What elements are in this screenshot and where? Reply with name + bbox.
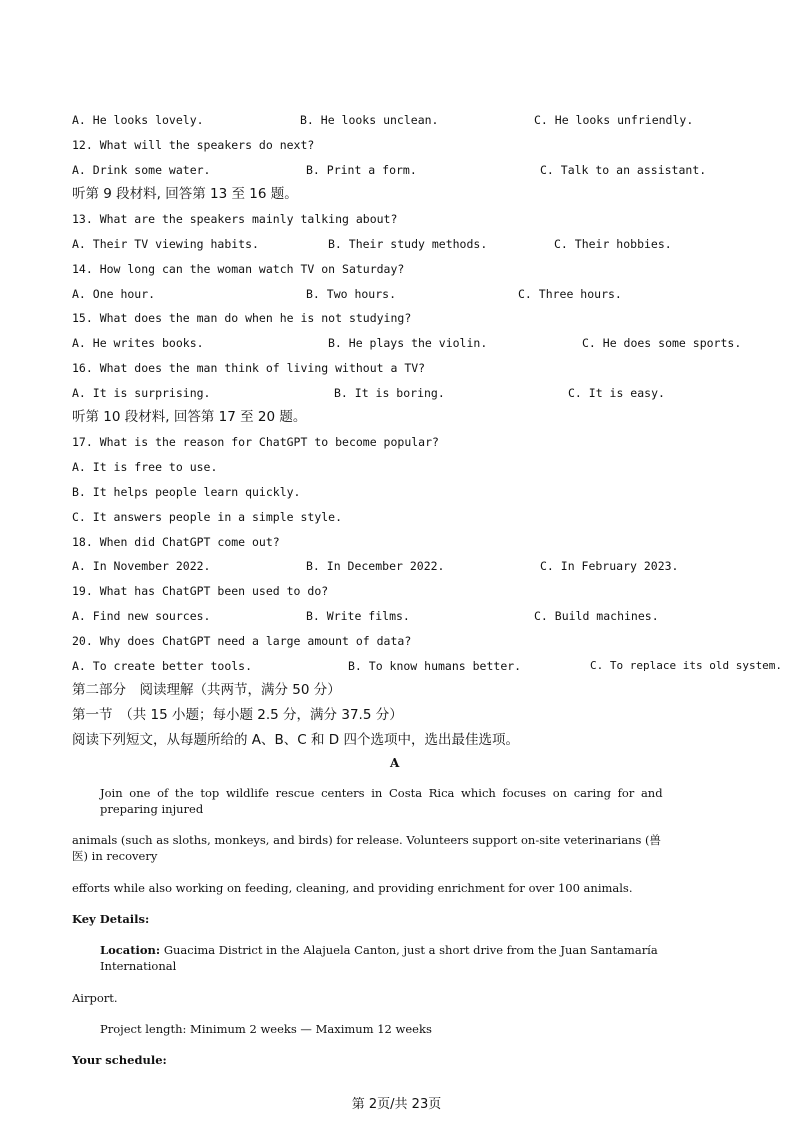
q16-option-a: A. It is surprising.	[72, 386, 211, 400]
key-details-heading: Key Details:	[72, 912, 150, 926]
part-2-title: 第二部分 阅读理解（共两节，满分 50 分）	[72, 682, 341, 698]
section-1-title: 第一节 （共 15 小题；每小题 2.5 分，满分 37.5 分）	[72, 707, 403, 723]
q15-option-c: C. He does some sports.	[582, 336, 742, 350]
q19-option-b: B. Write films.	[306, 609, 410, 623]
q16-option-c: C. It is easy.	[568, 386, 665, 400]
q11-option-b: B. He looks unclean.	[300, 113, 439, 127]
q11-option-a: A. He looks lovely.	[72, 113, 204, 127]
q17-option-c: C. It answers people in a simple style.	[72, 510, 343, 524]
q12-question: 12. What will the speakers do next?	[72, 138, 315, 152]
section-10-heading: 听第 10 段材料, 回答第 17 至 20 题。	[72, 409, 307, 425]
q20-option-b: B. To know humans better.	[348, 659, 522, 673]
q20-question: 20. Why does ChatGPT need a large amount of data?	[72, 634, 412, 648]
passage-p2-line1: animals (such as sloths, monkeys, and birds) for release. Volunteers support on-site veterinarians (兽	[72, 833, 662, 847]
passage-label: A	[390, 756, 400, 770]
location-line1	[100, 942, 658, 958]
q18-option-c: C. In February 2023.	[540, 559, 679, 573]
reading-instructions: 阅读下列短文，从每题所给的 A、B、C 和 D 四个选项中，选出最佳选项。	[72, 732, 519, 748]
q18-option-a: A. In November 2022.	[72, 559, 211, 573]
passage-p2-line2: 医) in recovery	[72, 849, 158, 863]
q19-option-a: A. Find new sources.	[72, 609, 211, 623]
section-9-heading: 听第 9 段材料, 回答第 13 至 16 题。	[72, 186, 298, 202]
q12-option-b: B. Print a form.	[306, 163, 417, 177]
q12-option-a: A. Drink some water.	[72, 163, 211, 177]
q11-option-c: C. He looks unfriendly.	[534, 113, 694, 127]
q13-option-b: B. Their study methods.	[328, 237, 488, 251]
q16-option-b: B. It is boring.	[334, 386, 445, 400]
q13-question: 13. What are the speakers mainly talking about?	[72, 212, 398, 226]
q17-option-b: B. It helps people learn quickly.	[72, 485, 301, 499]
location-label: Location:	[100, 943, 161, 957]
passage-p3: efforts while also working on feeding, cleaning, and providing enrichment for over 100 animals.	[72, 881, 633, 895]
q13-option-c: C. Their hobbies.	[554, 237, 672, 251]
q15-question: 15. What does the man do when he is not studying?	[72, 311, 412, 325]
q14-option-a: A. One hour.	[72, 287, 156, 301]
q15-option-a: A. He writes books.	[72, 336, 204, 350]
q19-option-c: C. Build machines.	[534, 609, 659, 623]
q17-question: 17. What is the reason for ChatGPT to become popular?	[72, 435, 439, 449]
passage-p1-line2: preparing injured	[100, 802, 204, 816]
passage-p1-line1: Join one of the top wildlife rescue centers in Costa Rica which focuses on caring for and	[100, 786, 663, 800]
q19-question: 19. What has ChatGPT been used to do?	[72, 584, 329, 598]
q13-option-a: A. Their TV viewing habits.	[72, 237, 259, 251]
location-text: Guacima District in the Alajuela Canton, just a short drive from the Juan Santamaría	[160, 943, 658, 957]
airport-text: Airport.	[72, 991, 118, 1005]
q12-option-c: C. Talk to an assistant.	[540, 163, 707, 177]
q14-question: 14. How long can the woman watch TV on Saturday?	[72, 262, 405, 276]
q18-option-b: B. In December 2022.	[306, 559, 445, 573]
schedule-heading: Your schedule:	[72, 1053, 167, 1067]
q14-option-c: C. Three hours.	[518, 287, 622, 301]
project-length: Project length: Minimum 2 weeks — Maximum 12 weeks	[100, 1022, 432, 1036]
q14-option-b: B. Two hours.	[306, 287, 397, 301]
q17-option-a: A. It is free to use.	[72, 460, 218, 474]
q16-question: 16. What does the man think of living without a TV?	[72, 361, 426, 375]
page-footer: 第 2页/共 23页	[351, 1097, 442, 1112]
q20-option-a: A. To create better tools.	[72, 659, 253, 673]
q18-question: 18. When did ChatGPT come out?	[72, 535, 280, 549]
q15-option-b: B. He plays the violin.	[328, 336, 488, 350]
q20-option-c: C. To replace its old system.	[590, 659, 783, 672]
location-line2: International	[100, 959, 177, 973]
